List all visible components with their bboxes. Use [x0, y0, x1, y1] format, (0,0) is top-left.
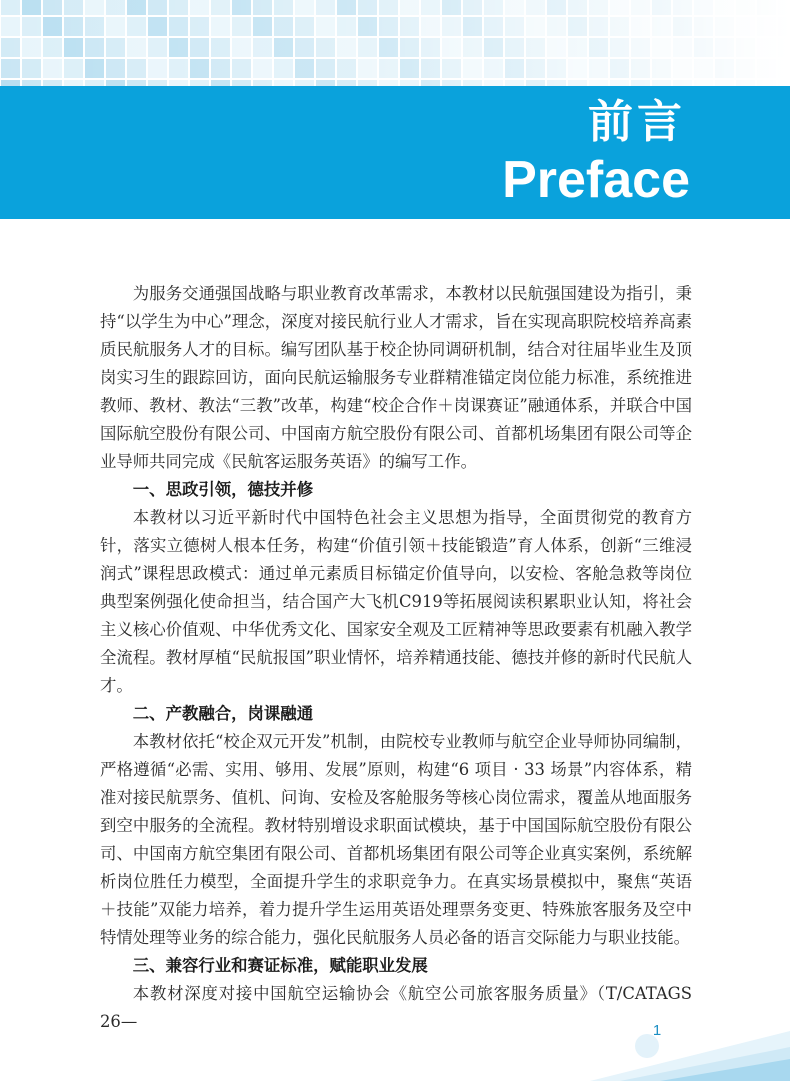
page-title-english: Preface	[502, 151, 690, 209]
section-paragraph-2: 本教材依托“校企双元开发”机制，由院校专业教师与航空企业导师协同编制，严格遵循“必需、实用、够用、发展”原则，构建“6 项目 · 33 场景”内容体系，精准对接民航票务、值机、问询、安检及客舱服务等核心岗位需求，覆盖从地面服务到空中服务的全流程。教材特别增设求职面试模块，基于中国国际航空股份有限公司、中国南方航空集团有限公司、首都机场集团有限公司等企业真实案例，系统解析岗位胜任力模型，全面提升学生的求职竞争力。在真实场景模拟中，聚焦“英语＋技能”双能力培养，着力提升学生运用英语处理票务变更、特殊旅客服务及空中特情处理等业务的综合能力，强化民航服务人员必备的语言交际能力与职业技能。	[100, 732, 692, 947]
page-title-chinese: 前言	[587, 95, 686, 148]
preface-body	[100, 280, 692, 1036]
section-paragraph-3: 本教材深度对接中国航空运输协会《航空公司旅客服务质量》（T/CATAGS 26—	[100, 984, 692, 1031]
header-decorative-pattern	[0, 0, 790, 86]
section-heading-2: 二、产教融合，岗课融通	[132, 704, 314, 723]
section-paragraph-1: 本教材以习近平新时代中国特色社会主义思想为指导，全面贯彻党的教育方针，落实立德树人根本任务，构建“价值引领＋技能锻造”育人体系，创新“三维浸润式”课程思政模式：通过单元素质目标锚定价值导向，以安检、客舱急救等岗位典型案例强化使命担当，结合国产大飞机C919等拓展阅读积累职业认知，将社会主义核心价值观、中华优秀文化、国家安全观及工匠精神等思政要素有机融入教学全流程。教材厚植“民航报国”职业情怀，培养精通技能、德技并修的新时代民航人才。	[100, 508, 692, 695]
section-heading-3: 三、兼容行业和赛证标准，赋能职业发展	[132, 956, 428, 975]
corner-decoration	[590, 1011, 790, 1081]
page-number: 1	[652, 1022, 662, 1039]
intro-paragraph: 为服务交通强国战略与职业教育改革需求，本教材以民航强国建设为指引，秉持“以学生为中心”理念，深度对接民航行业人才需求，旨在实现高职院校培养高素质民航服务人才的目标。编写团队基于校企协同调研机制，结合对往届毕业生及顶岗实习生的跟踪回访，面向民航运输服务专业群精准锚定岗位能力标准，系统推进教师、教材、教法“三教”改革，构建“校企合作＋岗课赛证”融通体系，并联合中国国际航空股份有限公司、中国南方航空股份有限公司、首都机场集团有限公司等企业导师共同完成《民航客运服务英语》的编写工作。	[100, 284, 692, 471]
section-heading-1: 一、思政引领，德技并修	[132, 480, 314, 499]
